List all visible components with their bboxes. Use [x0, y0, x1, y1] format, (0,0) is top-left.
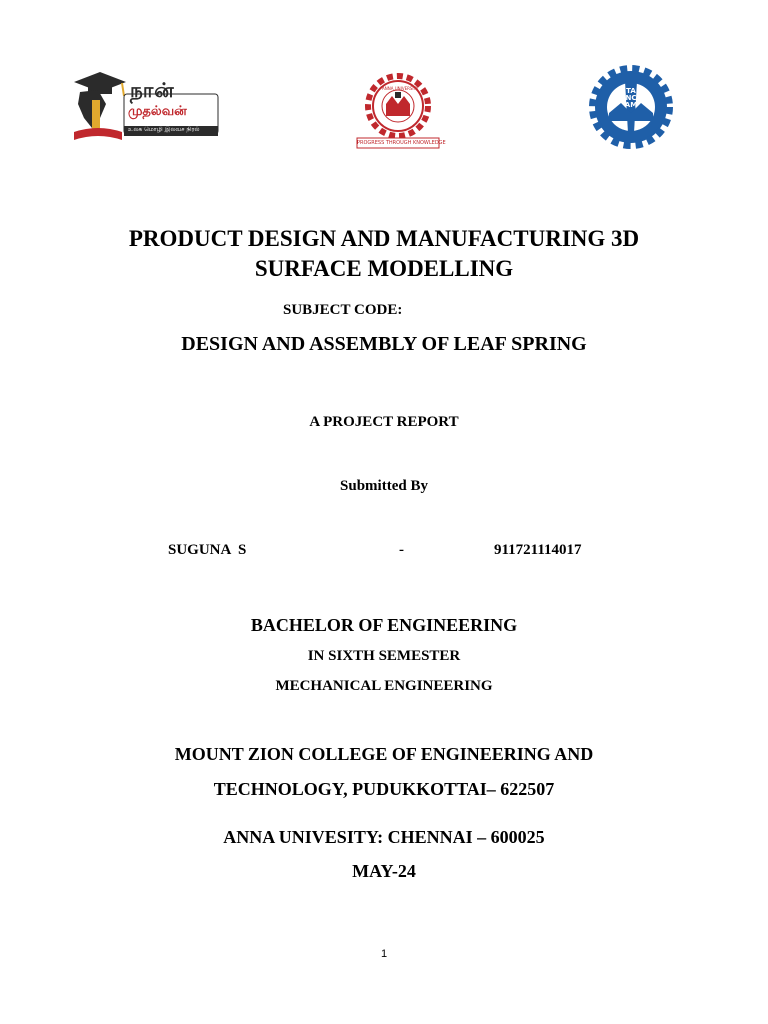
- degree: BACHELOR OF ENGINEERING: [250, 615, 518, 635]
- logo-word-top: நான்: [130, 78, 175, 102]
- student-separator: -: [399, 542, 404, 558]
- submitted-by-label: Submitted By: [340, 478, 428, 494]
- tancam-text: TANCAM: [624, 87, 638, 109]
- logo-tagline: உலக மொழி இலவச நிரல்: [128, 126, 200, 133]
- naan-mudhalvan-logo: [70, 70, 220, 146]
- document-title-line1: PRODUCT DESIGN AND MANUFACTURING 3D: [128, 226, 640, 251]
- university: ANNA UNIVESITY: CHENNAI – 600025: [223, 827, 545, 847]
- college-line1: MOUNT ZION COLLEGE OF ENGINEERING AND: [174, 744, 594, 764]
- seal-banner-text: PROGRESS THROUGH KNOWLEDGE: [357, 140, 446, 146]
- logo-word-bottom: முதல்வன்: [128, 104, 187, 119]
- seal-ring-text: ANNA UNIVERSITY: [382, 86, 419, 91]
- student-name: SUGUNA S: [168, 542, 247, 558]
- project-title: DESIGN AND ASSEMBLY OF LEAF SPRING: [181, 333, 587, 355]
- submission-date: MAY-24: [352, 861, 416, 881]
- subject-code-label: SUBJECT CODE:: [283, 302, 403, 318]
- document-title-line2: SURFACE MODELLING: [254, 256, 514, 281]
- anna-university-logo: [355, 72, 446, 150]
- page-number: 1: [380, 948, 388, 960]
- college-line2: TECHNOLOGY, PUDUKKOTTAI– 622507: [213, 779, 555, 799]
- department: MECHANICAL ENGINEERING: [275, 678, 493, 694]
- tancam-logo: [590, 66, 672, 148]
- student-register-number: 911721114017: [494, 542, 582, 558]
- report-type: A PROJECT REPORT: [309, 414, 459, 430]
- semester: IN SIXTH SEMESTER: [307, 648, 461, 664]
